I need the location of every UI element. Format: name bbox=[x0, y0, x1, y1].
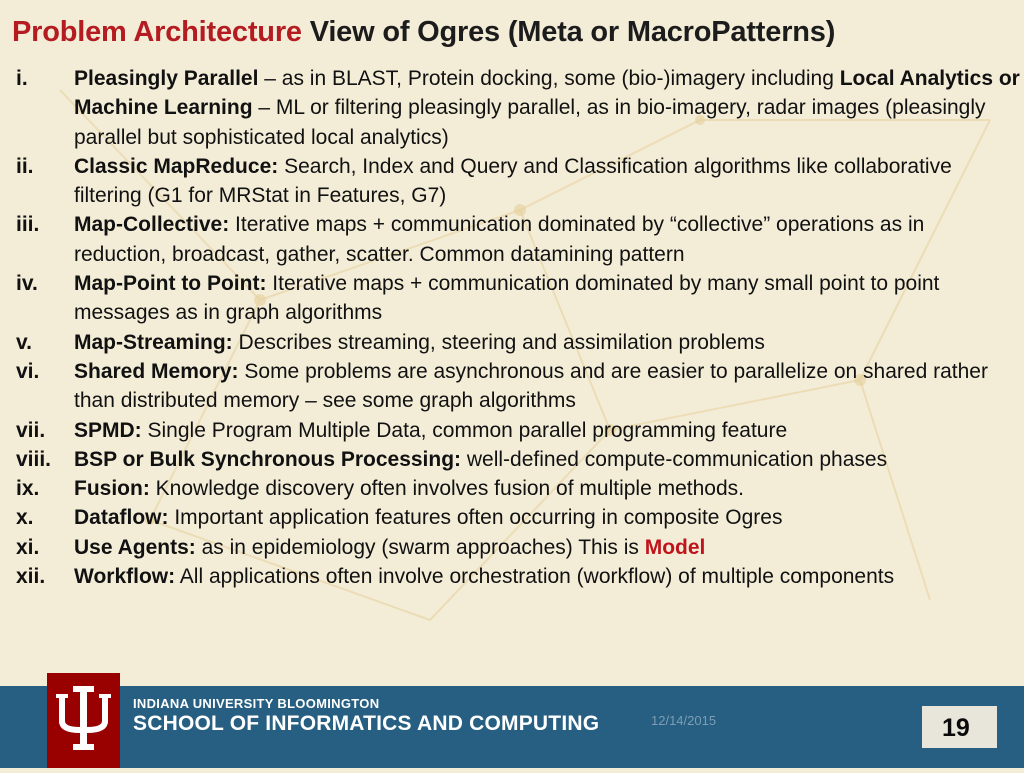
list-item bbox=[16, 562, 1020, 591]
iu-trident-icon bbox=[47, 673, 120, 768]
item-desc: Iterative maps + communication dominated by “collective” operations as in reduction, broadcast, gather, scatter. Common datamining pattern bbox=[74, 213, 925, 266]
item-term: Map-Collective: bbox=[74, 213, 230, 237]
item-term: Map-Streaming: bbox=[74, 330, 233, 354]
item-number: vi. bbox=[16, 359, 40, 383]
item-number: v. bbox=[16, 330, 32, 354]
iu-logo bbox=[47, 673, 120, 768]
page-number: 19 bbox=[942, 714, 970, 742]
item-text bbox=[74, 503, 1020, 532]
item-term: Map-Point to Point: bbox=[74, 272, 267, 296]
item-text bbox=[74, 152, 1020, 211]
list-item bbox=[16, 64, 1020, 152]
title-highlight: Problem Architecture bbox=[12, 16, 302, 48]
item-term: Dataflow: bbox=[74, 506, 169, 530]
item-number: i. bbox=[16, 67, 28, 90]
item-desc: Knowledge discovery often involves fusion of multiple methods. bbox=[149, 477, 744, 501]
item-desc: as in epidemiology (swarm approaches) This is bbox=[195, 535, 645, 559]
item-desc: well-defined compute-communication phases bbox=[461, 447, 888, 471]
item-term: Use Agents: bbox=[74, 535, 196, 559]
item-desc: Search, Index and Query and Classification algorithms like collaborative filtering (G1 for MRStat in Features, G7) bbox=[74, 154, 952, 208]
item-text bbox=[74, 269, 1020, 328]
item-term: Classic MapReduce: bbox=[74, 154, 279, 178]
item-desc: Describes streaming, steering and assimilation problems bbox=[232, 330, 765, 354]
item-term: Workflow: bbox=[74, 565, 176, 589]
item-text bbox=[74, 533, 1020, 562]
list-item bbox=[16, 416, 1020, 445]
item-desc: Iterative maps + communication dominated by many small point to point messages as in graph algorithms bbox=[74, 272, 940, 325]
item-text bbox=[74, 474, 1020, 503]
page-title bbox=[12, 16, 835, 49]
list-item bbox=[16, 328, 1020, 357]
item-text bbox=[74, 64, 1020, 152]
list-item bbox=[16, 357, 1020, 416]
list-item bbox=[16, 269, 1020, 328]
item-term: Pleasingly Parallel bbox=[74, 67, 259, 90]
item-desc: Single Program Multiple Data, common parallel programming feature bbox=[141, 418, 788, 442]
list-item bbox=[16, 445, 1020, 474]
item-text bbox=[74, 445, 1020, 474]
item-desc-secondary: – ML or filtering pleasingly parallel, as in bio-imagery, radar images (pleasingly parallel but sophisticated local analytics) bbox=[74, 96, 986, 149]
list-item bbox=[16, 474, 1020, 503]
item-text bbox=[74, 562, 1020, 591]
list-item bbox=[16, 210, 1020, 269]
item-number: viii. bbox=[16, 447, 52, 471]
school-name: SCHOOL OF INFORMATICS AND COMPUTING bbox=[133, 712, 600, 735]
item-term: Shared Memory: bbox=[74, 359, 239, 383]
item-term-secondary: Local Analytics or Machine Learning bbox=[74, 67, 1020, 120]
ogre-list bbox=[16, 64, 1020, 591]
item-desc: Important application features often occurring in composite Ogres bbox=[168, 506, 783, 530]
item-term: BSP or Bulk Synchronous Processing: bbox=[74, 447, 462, 471]
item-text bbox=[74, 328, 1020, 357]
slide-date: 12/14/2015 bbox=[651, 713, 717, 728]
list-item bbox=[16, 503, 1020, 532]
list-item bbox=[16, 533, 1020, 562]
item-text bbox=[74, 416, 1020, 445]
item-desc: Some problems are asynchronous and are easier to parallelize on shared rather than distributed memory – see some graph algorithms bbox=[74, 359, 988, 413]
model-highlight: Model bbox=[644, 535, 706, 559]
item-number: ii. bbox=[16, 154, 34, 178]
item-number: xii. bbox=[16, 565, 46, 589]
item-desc: All applications often involve orchestration (workflow) of multiple components bbox=[175, 565, 895, 589]
university-name: INDIANA UNIVERSITY BLOOMINGTON bbox=[133, 696, 380, 711]
item-number: vii. bbox=[16, 418, 46, 442]
item-term: Fusion: bbox=[74, 477, 150, 501]
list-item bbox=[16, 152, 1020, 211]
item-desc: – as in BLAST, Protein docking, some (bio-)imagery including bbox=[258, 67, 840, 90]
item-number: xi. bbox=[16, 535, 40, 559]
item-number: ix. bbox=[16, 477, 40, 501]
item-number: iii. bbox=[16, 213, 40, 237]
item-number: iv. bbox=[16, 272, 38, 296]
item-text bbox=[74, 357, 1020, 416]
item-term: SPMD: bbox=[74, 418, 142, 442]
title-rest: View of Ogres (Meta or MacroPatterns) bbox=[309, 16, 836, 48]
item-text bbox=[74, 210, 1020, 269]
item-number: x. bbox=[16, 506, 34, 530]
